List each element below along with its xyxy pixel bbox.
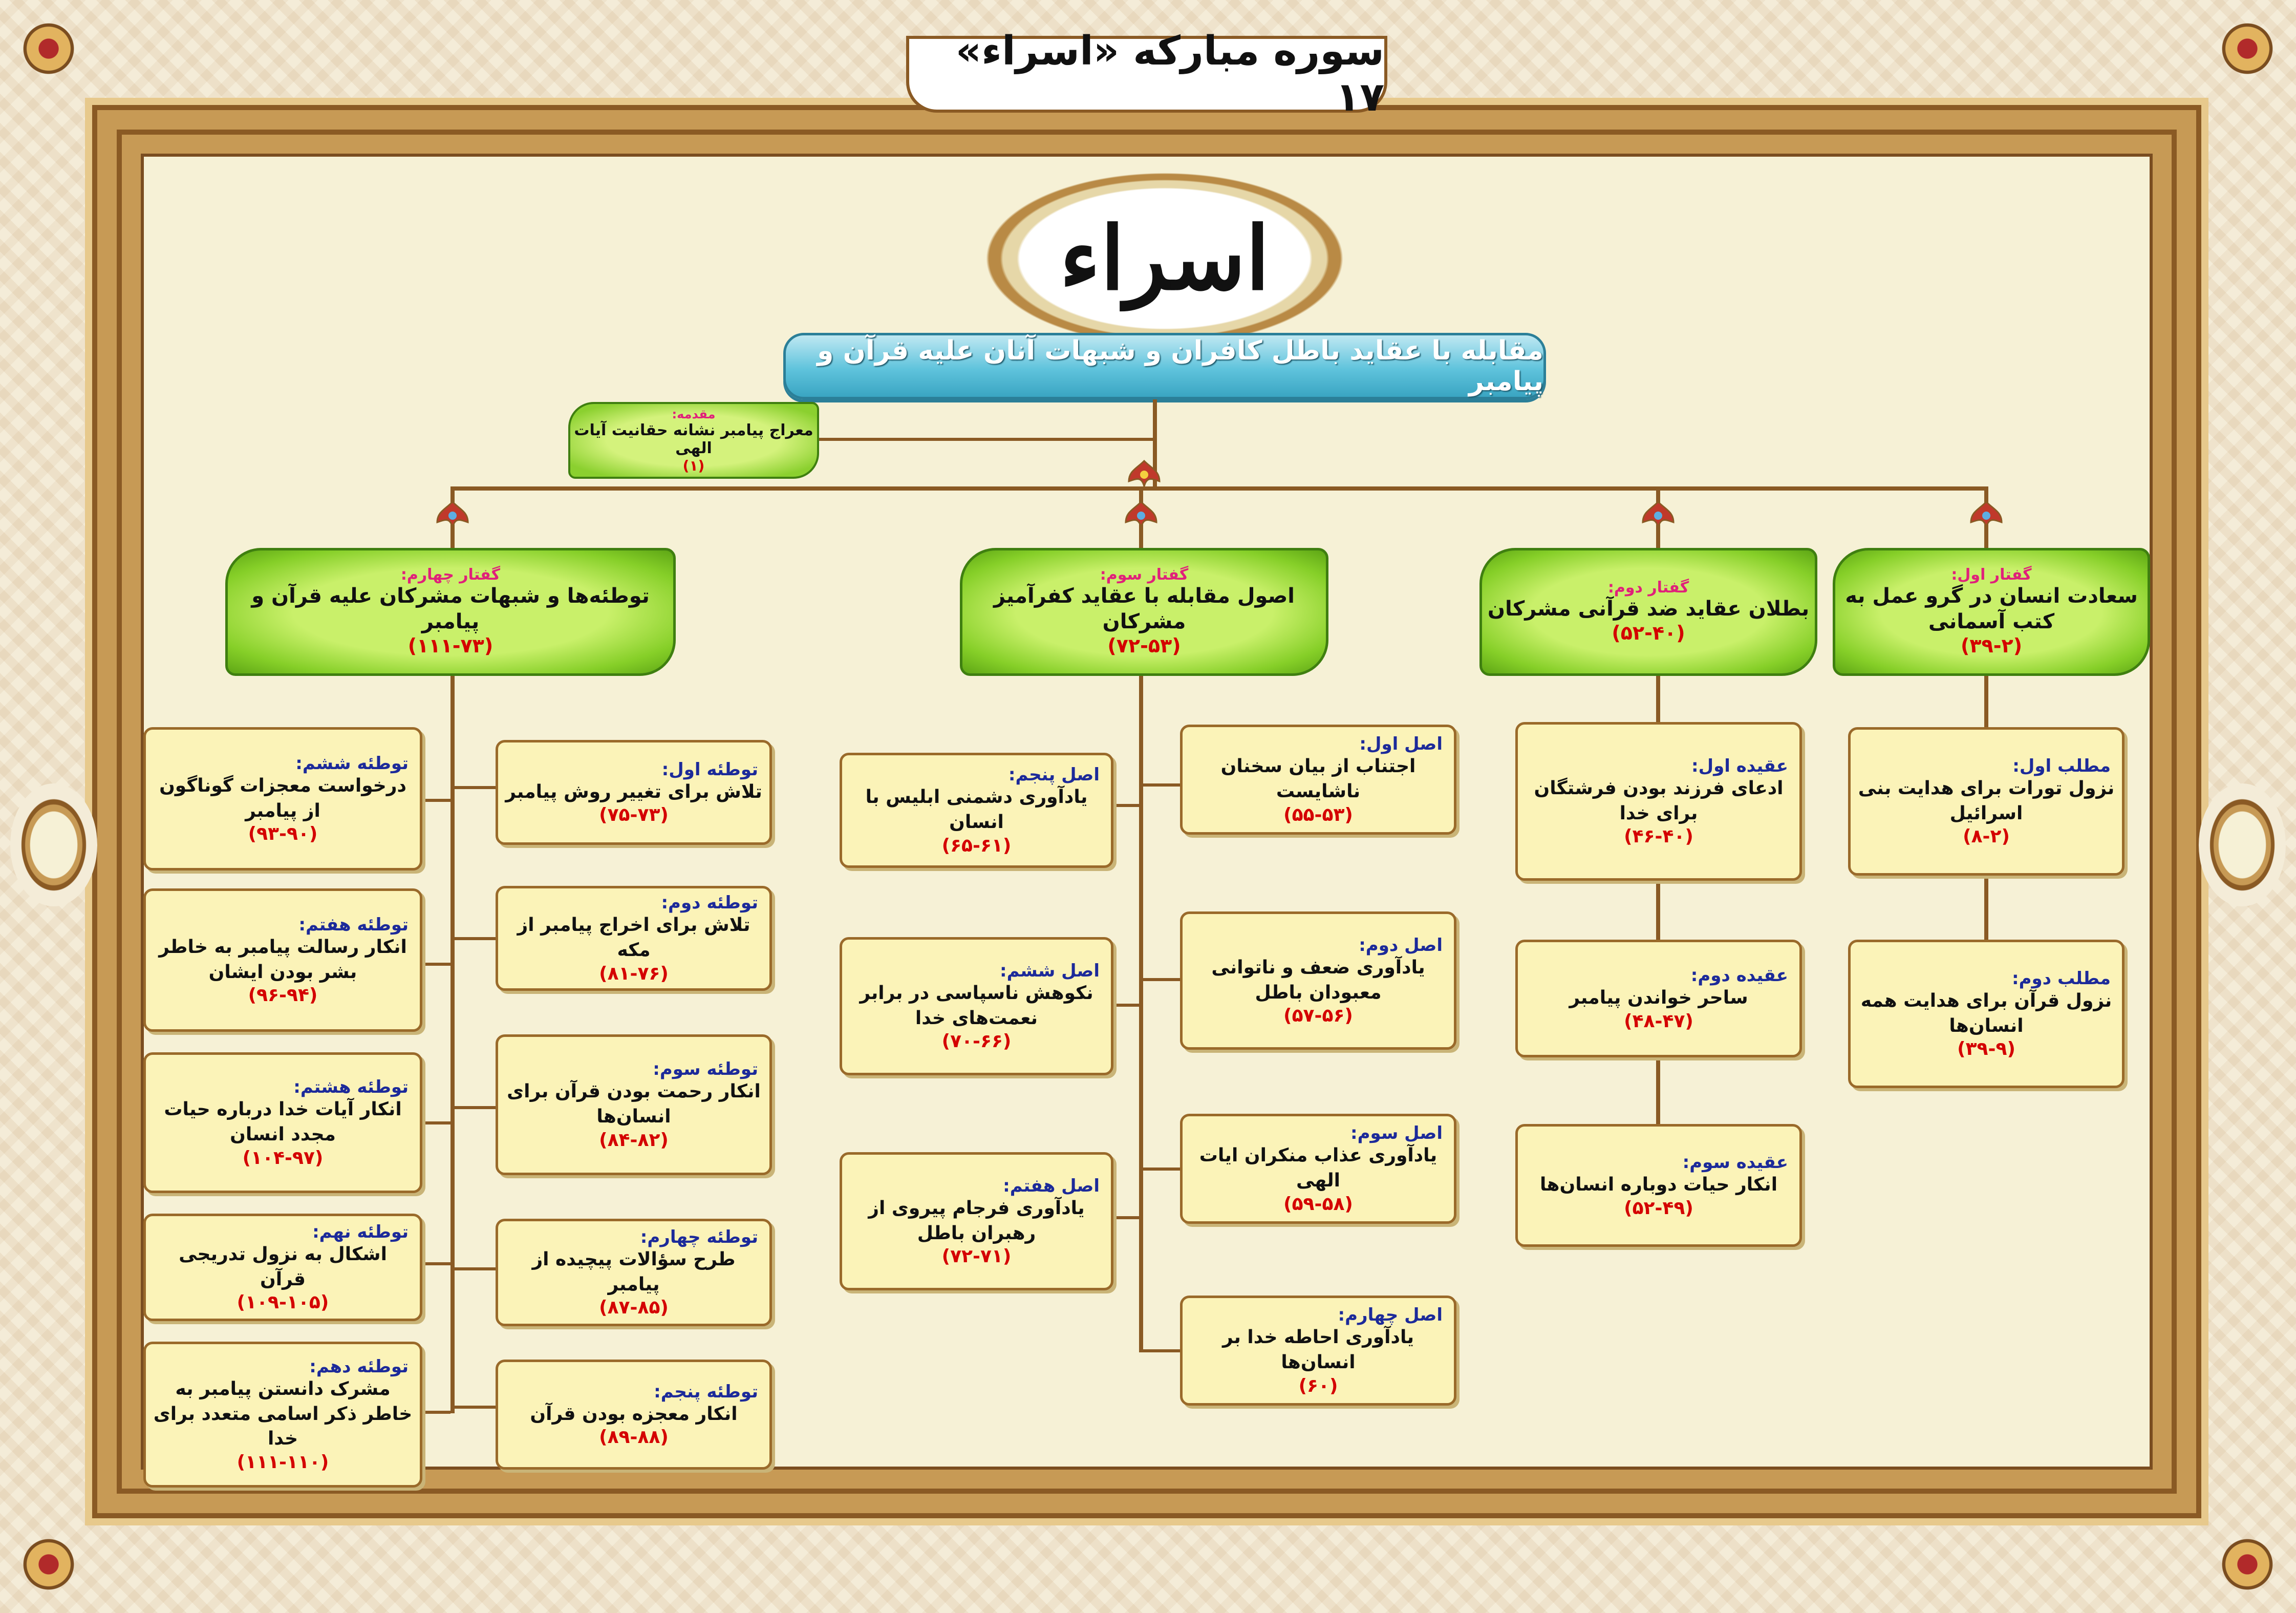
section-prefix: گفتار چهارم: — [400, 565, 501, 584]
item-text: یادآوری دشمنی ابلیس با انسان — [865, 787, 1088, 833]
flower-ornament-s4-icon — [435, 499, 470, 530]
connector-s3-l3 — [1113, 1216, 1139, 1219]
main-theme-banner — [783, 333, 1546, 399]
section-3-item-3 — [1180, 1114, 1456, 1224]
section-4-item-7 — [143, 888, 422, 1032]
flower-ornament-s1-icon — [1968, 499, 2004, 530]
item-range: (۶۵-۶۱) — [941, 835, 1012, 856]
item-range: (۱۰۴-۹۷) — [242, 1147, 324, 1169]
item-range: (۶۰) — [1298, 1375, 1338, 1396]
section-4-item-2 — [496, 886, 772, 991]
connector-s3-l2 — [1113, 1004, 1139, 1007]
section-4-item-4 — [496, 1219, 772, 1326]
flower-ornament-center-icon — [1126, 458, 1162, 489]
item-range: (۹۳-۹۰) — [248, 823, 318, 845]
item-heading: عقیده اول: — [1691, 755, 1788, 776]
connector-s3-l1 — [1113, 804, 1139, 807]
section-3-item-1 — [1180, 725, 1456, 835]
corner-ornament-bottom-left — [10, 1526, 87, 1603]
item-text: نزول قرآن برای هدایت همه انسان‌ها — [1860, 990, 2112, 1036]
item-range: (۱۰۹-۱۰۵) — [237, 1292, 329, 1313]
item-text: انکار معجزه بودن قرآن — [530, 1403, 738, 1425]
item-text: تلاش برای اخراج پیامبر از مکه — [517, 915, 750, 961]
side-medallion-left — [10, 783, 97, 906]
item-heading: عقیده دوم: — [1690, 965, 1788, 986]
center-title: اسراء — [1059, 207, 1270, 310]
item-range: (۴۸-۴۷) — [1624, 1010, 1693, 1032]
section-title: سعادت انسان در گرو عمل به کتب آسمانی — [1845, 584, 2138, 633]
connector-s3-down — [1139, 676, 1143, 1352]
item-text: یادآوری فرجام پیروی از رهبران باطل — [868, 1197, 1085, 1244]
item-text: اجتناب از بیان سخنان ناشایست — [1220, 756, 1416, 802]
section-4-node — [225, 548, 676, 676]
section-4-item-9 — [143, 1214, 422, 1321]
item-heading: توطئه ششم: — [295, 753, 409, 774]
item-text: نزول تورات برای هدایت بنی اسرائیل — [1858, 777, 2115, 824]
item-range: (۸۱-۷۶) — [599, 963, 669, 984]
connector-main-bar — [450, 486, 1986, 491]
connector-s1-a — [1984, 676, 1988, 727]
item-range: (۸-۲) — [1963, 826, 2010, 847]
section-3-item-6 — [840, 937, 1113, 1075]
section-4-item-5 — [496, 1360, 772, 1470]
item-range: (۷۰-۶۶) — [941, 1031, 1012, 1052]
connector-s3-r4 — [1139, 1349, 1180, 1352]
page-title: سوره مبارکه «اسراء» ۱۷ — [955, 28, 1384, 120]
item-text: مشرک دانستن پیامبر به خاطر ذکر اسامی متعدد برای خدا — [153, 1378, 413, 1450]
flower-ornament-s2-icon — [1640, 499, 1676, 530]
corner-ornament-bottom-right — [2209, 1526, 2286, 1603]
section-prefix: گفتار اول: — [1951, 565, 2032, 584]
connector-s4-l3 — [422, 1121, 450, 1124]
item-text: انکار آیات خدا درباره حیات مجدد انسان — [164, 1099, 402, 1145]
item-heading: توطئه دهم: — [309, 1356, 409, 1377]
corner-ornament-top-left — [10, 10, 87, 87]
section-1-node — [1833, 548, 2150, 676]
connector-s4-r1 — [455, 786, 496, 789]
side-medallion-right — [2199, 783, 2286, 906]
connector-s3-r3 — [1139, 1168, 1180, 1171]
item-text: درخواست معجزات گوناگون از پیامبر — [159, 775, 406, 821]
item-range: (۵۲-۴۹) — [1624, 1197, 1693, 1219]
connector-s4-r5 — [455, 1406, 496, 1409]
section-3-item-7 — [840, 1152, 1113, 1290]
center-title-cloud — [968, 164, 1362, 353]
item-range: (۵۷-۵۶) — [1283, 1005, 1353, 1027]
item-text: یادآوری عذاب منکران ایات الهی — [1199, 1145, 1437, 1191]
item-heading: عقیده سوم: — [1682, 1152, 1788, 1173]
item-heading: اصل ششم: — [1000, 960, 1100, 981]
item-text: اشکال به نزول تدریجی قرآن — [179, 1243, 387, 1290]
item-heading: اصل اول: — [1359, 734, 1443, 755]
item-heading: توطئه هفتم: — [298, 914, 409, 935]
section-prefix: گفتار سوم: — [1100, 565, 1189, 584]
item-text: یادآوری احاطه خدا بر انسان‌ها — [1222, 1327, 1414, 1373]
section-range: (۷۲-۵۳) — [1107, 634, 1181, 657]
item-range: (۸۷-۸۵) — [599, 1297, 669, 1319]
intro-node — [568, 402, 819, 479]
section-3-item-4 — [1180, 1296, 1456, 1406]
section-4-item-1 — [496, 740, 772, 845]
item-heading: توطئه اول: — [661, 759, 758, 780]
connector-s1-b — [1984, 871, 1988, 942]
item-heading: اصل چهارم: — [1338, 1305, 1443, 1326]
section-range: (۵۲-۴۰) — [1612, 621, 1685, 644]
section-2-item-3 — [1515, 1124, 1802, 1247]
connector-intro — [819, 438, 1153, 441]
item-text: تلاش برای تغییر روش پیامبر — [505, 781, 762, 802]
section-prefix: گفتار دوم: — [1607, 578, 1689, 597]
section-title: بطلان عقاید ضد قرآنی مشرکان — [1487, 597, 1810, 621]
section-2-node — [1479, 548, 1817, 676]
connector-s4-l5 — [422, 1411, 450, 1414]
connector-s4-l1 — [422, 799, 450, 802]
section-4-item-6 — [143, 727, 422, 871]
item-heading: اصل هفتم: — [1003, 1175, 1100, 1196]
intro-range: (۱) — [682, 457, 705, 474]
item-text: یادآوری ضعف و ناتوانی معبودان باطل — [1211, 957, 1425, 1003]
section-2-item-2 — [1515, 940, 1802, 1057]
main-theme-text: مقابله با عقاید باطل کافران و شبهات آنان علیه قرآن و پیامبر — [817, 335, 1543, 397]
item-heading: توطئه سوم: — [653, 1059, 758, 1080]
section-3-item-2 — [1180, 911, 1456, 1050]
item-range: (۴۶-۴۰) — [1624, 826, 1693, 847]
item-heading: اصل دوم: — [1359, 935, 1443, 956]
item-text: انکار رسالت پیامبر به خاطر بشر بودن ایشان — [159, 936, 407, 983]
item-heading: توطئه پنجم: — [654, 1381, 758, 1402]
item-heading: اصل پنجم: — [1008, 765, 1100, 786]
connector-s3-r2 — [1139, 978, 1180, 981]
flower-ornament-s3-icon — [1123, 499, 1159, 530]
section-1-item-1 — [1848, 727, 2125, 876]
item-range: (۵۵-۵۳) — [1283, 804, 1353, 825]
connector-s4-down — [450, 676, 455, 1413]
section-3-node — [960, 548, 1328, 676]
connector-s4-l2 — [422, 963, 450, 966]
section-3-item-5 — [840, 753, 1113, 868]
item-heading: مطلب دوم: — [2012, 968, 2111, 989]
item-range: (۱۱۱-۱۱۰) — [237, 1451, 329, 1473]
connector-s4-r4 — [455, 1267, 496, 1270]
item-range: (۸۴-۸۲) — [599, 1129, 669, 1151]
section-range: (۳۹-۲) — [1960, 634, 2023, 657]
section-4-item-3 — [496, 1034, 772, 1175]
connector-s4-l4 — [422, 1262, 450, 1265]
item-heading: توطئه چهارم: — [640, 1226, 758, 1247]
item-text: انکار رحمت بودن قرآن برای انسان‌ها — [507, 1081, 761, 1127]
item-text: نکوهش ناسپاسی در برابر نعمت‌های خدا — [860, 982, 1093, 1029]
corner-ornament-top-right — [2209, 10, 2286, 87]
item-heading: توطئه نهم: — [312, 1221, 409, 1242]
item-text: ساحر خواندن پیامبر — [1569, 987, 1748, 1009]
item-range: (۸۹-۸۸) — [599, 1427, 669, 1448]
intro-prefix: مقدمه: — [672, 407, 716, 421]
item-range: (۳۹-۹) — [1957, 1038, 2015, 1060]
section-4-item-10 — [143, 1342, 422, 1488]
section-1-item-2 — [1848, 940, 2125, 1088]
section-title: اصول مقابله با عقاید کفرآمیز مشرکان — [994, 584, 1295, 633]
section-title: توطئه‌ها و شبهات مشرکان علیه قرآن و پیامبر — [251, 584, 650, 633]
item-range: (۷۲-۷۱) — [941, 1246, 1012, 1267]
section-range: (۱۱۱-۷۳) — [407, 634, 493, 657]
item-range: (۷۵-۷۳) — [599, 804, 669, 826]
item-text: انکار حیات دوباره انسان‌ها — [1539, 1174, 1778, 1196]
item-range: (۵۹-۵۸) — [1283, 1193, 1353, 1215]
connector-s4-r2 — [455, 937, 496, 940]
section-4-item-8 — [143, 1052, 422, 1193]
connector-s3-r1 — [1139, 783, 1180, 787]
item-text: طرح سؤالات پیچیده از پیامبر — [532, 1248, 736, 1295]
section-2-item-1 — [1515, 722, 1802, 881]
connector-s4-r3 — [455, 1106, 496, 1109]
item-heading: اصل سوم: — [1350, 1123, 1443, 1144]
item-heading: مطلب اول: — [2012, 755, 2111, 776]
item-text: ادعای فرزند بودن فرشتگان برای خدا — [1534, 777, 1784, 824]
intro-text: معراج پیامبر نشانه حقانیت آیات الهی — [574, 421, 813, 457]
item-range: (۹۶-۹۴) — [248, 985, 318, 1006]
header-title-tab — [906, 28, 1387, 120]
item-heading: توطئه دوم: — [661, 893, 758, 914]
item-heading: توطئه هشتم: — [293, 1077, 409, 1098]
